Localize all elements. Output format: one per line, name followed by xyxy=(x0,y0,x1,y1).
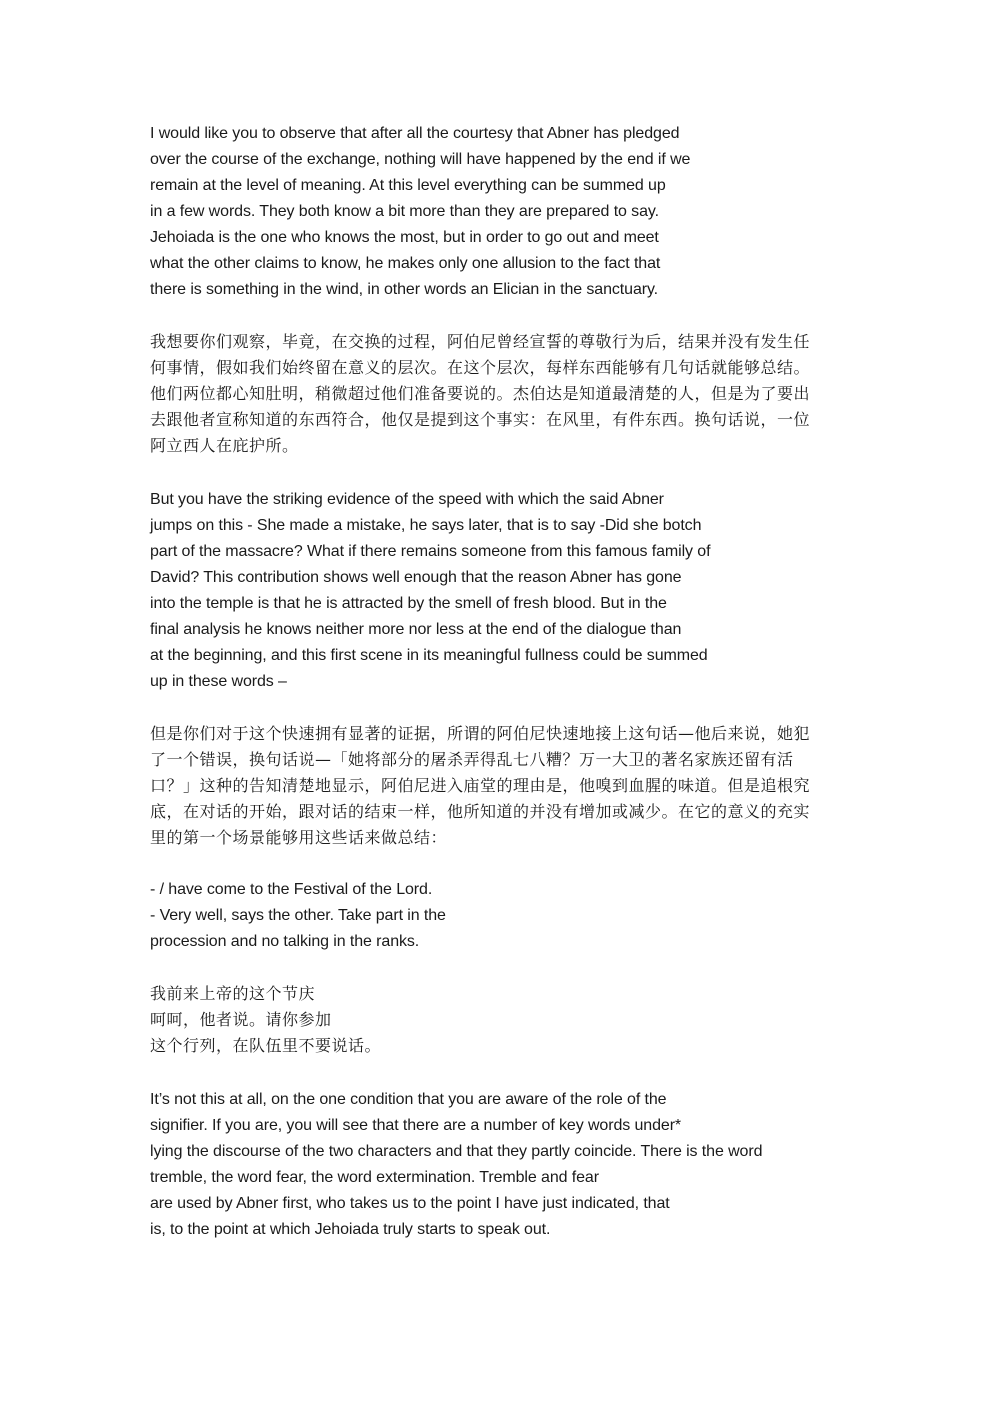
text-line: 我前来上帝的这个节庆 xyxy=(150,984,316,1003)
text-line: signifier. If you are, you will see that there are a number of key words under* xyxy=(150,1117,682,1134)
text-line: Jehoiada is the one who knows the most, but in order to go out and meet xyxy=(150,229,659,246)
text-line: what the other claims to know, he makes only one allusion to the fact that xyxy=(150,255,661,272)
text-line: I would like you to observe that after all the courtesy that Abner has pledged xyxy=(150,125,680,142)
document-page xyxy=(150,121,850,1243)
paragraph-zh-2 xyxy=(150,721,850,851)
text-line: there is something in the wind, in other words an Elician in the sanctuary. xyxy=(150,281,659,298)
text-line: 呵呵，他者说。请你参加 xyxy=(150,1010,332,1029)
text-line: is, to the point at which Jehoiada truly starts to speak out. xyxy=(150,1221,551,1238)
paragraph-gap xyxy=(150,695,850,721)
paragraph-gap xyxy=(150,459,850,485)
text-line: up in these words – xyxy=(150,673,287,690)
text-line: 何事情，假如我们始终留在意义的层次。在这个层次，每样东西能够有几句话就能够总结。 xyxy=(150,358,811,377)
text-line: 里的第一个场景能够用这些话来做总结： xyxy=(150,828,448,847)
paragraph-zh-3 xyxy=(150,981,850,1059)
text-line: into the temple is that he is attracted by the smell of fresh blood. But in the xyxy=(150,595,667,612)
paragraph-gap xyxy=(150,303,850,329)
text-line: 这个行列，在队伍里不要说话。 xyxy=(150,1036,382,1055)
text-line: But you have the striking evidence of the speed with which the said Abner xyxy=(150,491,664,508)
text-line: lying the discourse of the two characters and that they partly coincide. There is the word xyxy=(150,1143,763,1160)
text-line: 我想要你们观察，毕竟，在交换的过程，阿伯尼曾经宣誓的尊敬行为后，结果并没有发生任 xyxy=(150,332,811,351)
text-line: David? This contribution shows well enough that the reason Abner has gone xyxy=(150,569,682,586)
text-line: tremble, the word fear, the word extermination. Tremble and fear xyxy=(150,1169,599,1186)
text-line: - Very well, says the other. Take part in the xyxy=(150,907,446,924)
text-line: It’s not this at all, on the one condition that you are aware of the role of the xyxy=(150,1091,667,1108)
paragraph-gap xyxy=(150,1059,850,1085)
text-line: jumps on this - She made a mistake, he says later, that is to say -Did she botch xyxy=(150,517,702,534)
text-line: are used by Abner first, who takes us to the point I have just indicated, that xyxy=(150,1195,670,1212)
paragraph-en-2 xyxy=(150,487,850,695)
paragraph-en-1 xyxy=(150,121,850,303)
text-line: 了一个错误，换句话说—「她将部分的屠杀弄得乱七八糟？万一大卫的著名家族还留有活 xyxy=(150,750,794,769)
text-line: procession and no talking in the ranks. xyxy=(150,933,420,950)
text-line: part of the massacre? What if there remains someone from this famous family of xyxy=(150,543,711,560)
text-line: 去跟他者宣称知道的东西符合，他仅是提到这个事实：在风里，有件东西。换句话说，一位 xyxy=(150,410,811,429)
text-line: - / have come to the Festival of the Lord. xyxy=(150,881,433,898)
text-line: in a few words. They both know a bit more than they are prepared to say. xyxy=(150,203,659,220)
text-line: 阿立西人在庇护所。 xyxy=(150,436,299,455)
text-line: over the course of the exchange, nothing will have happened by the end if we xyxy=(150,151,691,168)
text-line: 他们两位都心知肚明，稍微超过他们准备要说的。杰伯达是知道最清楚的人，但是为了要出 xyxy=(150,384,811,403)
text-line: at the beginning, and this first scene in its meaningful fullness could be summed xyxy=(150,647,708,664)
text-line: final analysis he knows neither more nor less at the end of the dialogue than xyxy=(150,621,682,638)
paragraph-gap xyxy=(150,955,850,981)
text-line: 口？」这种的告知清楚地显示，阿伯尼进入庙堂的理由是，他嗅到血腥的味道。但是追根究 xyxy=(150,776,811,795)
paragraph-en-3 xyxy=(150,877,850,955)
text-line: 但是你们对于这个快速拥有显著的证据，所谓的阿伯尼快速地接上这句话—他后来说，她犯 xyxy=(150,724,811,743)
text-line: 底，在对话的开始，跟对话的结束一样，他所知道的并没有增加或减少。在它的意义的充实 xyxy=(150,802,811,821)
text-line: remain at the level of meaning. At this level everything can be summed up xyxy=(150,177,666,194)
paragraph-en-4 xyxy=(150,1087,850,1243)
paragraph-gap xyxy=(150,851,850,877)
paragraph-zh-1 xyxy=(150,329,850,459)
